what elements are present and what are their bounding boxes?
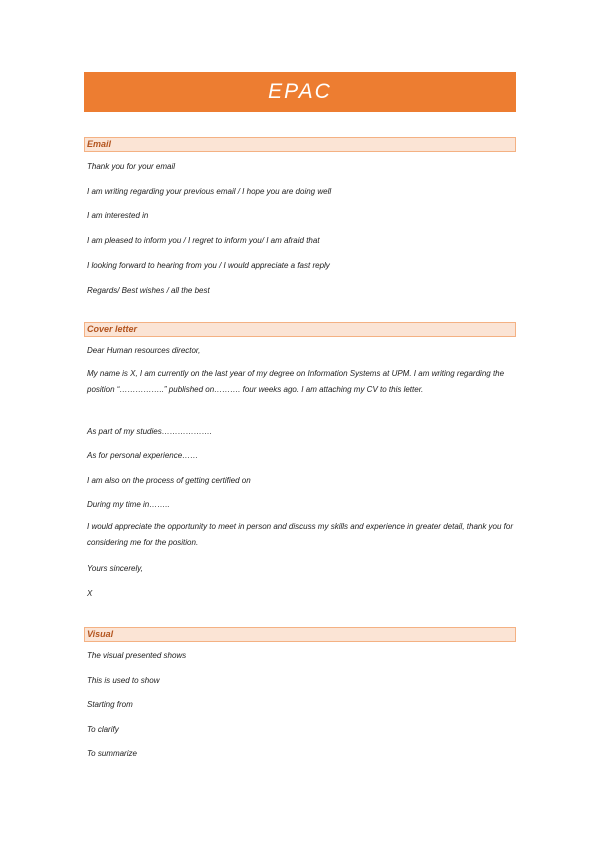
cover-line-4: As for personal experience…… <box>87 451 199 460</box>
cover-line-5: I am also on the process of getting certified on <box>87 476 251 485</box>
email-line-3: I am interested in <box>87 211 149 220</box>
section-visual <box>84 627 516 642</box>
email-line-6: Regards/ Best wishes / all the best <box>87 286 210 295</box>
cover-line-6: During my time in…….. <box>87 500 170 509</box>
visual-line-5: To summarize <box>87 749 137 758</box>
section-email <box>84 137 516 152</box>
cover-line-9: X <box>87 589 93 598</box>
visual-line-2: This is used to show <box>87 676 160 685</box>
email-line-1: Thank you for your email <box>87 162 176 171</box>
visual-line-1: The visual presented shows <box>87 651 187 660</box>
title-banner <box>84 72 516 112</box>
section-heading-cover-letter: Cover letter <box>84 322 516 337</box>
visual-line-3: Starting from <box>87 700 133 709</box>
cover-line-3: As part of my studies………………. <box>87 427 212 436</box>
cover-line-8: Yours sincerely, <box>87 564 143 573</box>
cover-paragraph-2: I would appreciate the opportunity to meet in person and discuss my skills and experience in greater detail, thank you for considering me for the position. <box>87 522 514 547</box>
section-cover-letter <box>84 322 516 337</box>
section-heading-visual: Visual <box>84 627 516 642</box>
document-title: EPAC <box>268 80 332 103</box>
cover-line-1: Dear Human resources director, <box>87 346 201 355</box>
visual-line-4: To clarify <box>87 725 119 734</box>
cover-paragraph-1: My name is X, I am currently on the last year of my degree on Information Systems at UPM. I am writing regarding the position “……………..” published on………. four weeks ago. I am attaching my CV to this letter. <box>87 369 505 394</box>
document-page <box>84 72 516 758</box>
email-line-5: I looking forward to hearing from you / I would appreciate a fast reply <box>87 261 330 270</box>
email-line-4: I am pleased to inform you / I regret to inform you/ I am afraid that <box>87 236 320 245</box>
section-heading-email: Email <box>84 137 516 152</box>
email-line-2: I am writing regarding your previous email / I hope you are doing well <box>87 187 332 196</box>
